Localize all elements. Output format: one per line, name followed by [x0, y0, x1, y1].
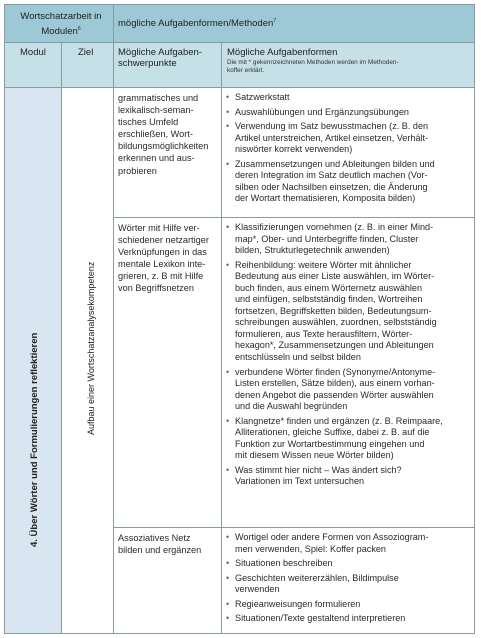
- bullet-icon: •: [226, 415, 230, 426]
- bullet-icon: •: [226, 158, 230, 169]
- item-line: fortsetzen, Begriffsketten bilden, Bedeutungsum-: [235, 305, 432, 316]
- subheader-modul: Modul: [20, 47, 46, 58]
- methods-table: [4, 4, 475, 634]
- list-item: [226, 558, 470, 570]
- bullet-icon: •: [226, 121, 230, 132]
- item-line: Alliterationen, gleiche Suffixe, dabei z. B. auf die: [235, 427, 430, 438]
- list-item: [226, 222, 470, 257]
- subheader-ziel: Ziel: [78, 47, 94, 58]
- item-line: der Wortart thematisieren, Komposita bilden): [235, 193, 416, 204]
- method-list: [226, 532, 470, 625]
- item-line: niswörter korrekt verwenden): [235, 144, 353, 155]
- item-line: schreibungen auswählen, zuordnen, selbstständig: [235, 317, 437, 328]
- header-col2-text: mögliche Aufgabenformen/Methoden: [118, 18, 274, 30]
- focus-line: grammatisches und: [118, 93, 199, 103]
- ziel-label: Aufbau einer Wortschatzanalysekompetenz: [86, 261, 96, 435]
- header-wortschatzarbeit: [13, 11, 109, 38]
- subheader-schwerpunkte: [118, 47, 202, 69]
- item-line: Funktion zur Wortartbestimmung eingehen und: [235, 438, 425, 449]
- methods-cell-3: [226, 532, 470, 628]
- list-item: [226, 159, 470, 205]
- item-line: verwenden: [235, 584, 280, 595]
- item-line: Satzwerkstatt: [235, 92, 290, 102]
- subheader-note-line2: koffer erklärt.: [227, 67, 265, 74]
- item-line: silben oder Nachsilben einsetzen, die Änderung: [235, 181, 428, 192]
- item-line: mit diesem Wissen neue Wörter bilden): [235, 450, 394, 461]
- focus-cell-1: [118, 92, 218, 177]
- bullet-icon: •: [226, 259, 230, 270]
- bullet-icon: •: [226, 92, 230, 102]
- list-item: [226, 107, 470, 119]
- focus-line: bilden und ergänzen: [118, 545, 202, 556]
- list-item: [226, 416, 470, 462]
- list-item: [226, 121, 470, 156]
- list-item: [226, 260, 470, 364]
- subheader-aufgabenformen-title: Mögliche Aufgabenformen: [227, 47, 338, 58]
- subheader-schwerpunkte-line1: Mögliche Aufgaben-: [118, 47, 202, 58]
- divider: [113, 217, 474, 218]
- list-item: [226, 613, 470, 625]
- focus-line: schiedener netzartiger: [118, 235, 209, 246]
- divider: [5, 42, 474, 43]
- list-item: [226, 367, 470, 413]
- focus-line: lexikalisch-seman-: [118, 105, 194, 116]
- subheader-aufgabenformen: [227, 47, 399, 75]
- divider: [221, 43, 222, 633]
- list-item: [226, 92, 470, 104]
- focus-cell-3: [118, 532, 218, 556]
- item-line: Situationen beschreiben: [235, 558, 333, 569]
- list-item: [226, 532, 470, 555]
- item-line: men verwenden, Spiel: Koffer packen: [235, 543, 386, 554]
- list-item: [226, 599, 470, 611]
- item-line: map*, Ober- und Unterbegriffe finden, Cluster: [235, 233, 419, 244]
- bullet-icon: •: [226, 613, 230, 624]
- item-line: buch finden, aus einem Wörternetz auswählen: [235, 282, 423, 293]
- item-line: Geschichten weitererzählen, Bildimpulse: [235, 572, 399, 583]
- item-line: Reihenbildung: weitere Wörter mit ähnlicher: [235, 259, 412, 270]
- item-line: und die Auswahl begründen: [235, 401, 348, 412]
- item-line: Zusammensetzungen und Ableitungen bilden und: [235, 158, 435, 169]
- bullet-icon: •: [226, 106, 230, 117]
- item-line: Wortigel oder andere Formen von Assoziogram-: [235, 532, 429, 542]
- focus-line: probieren: [118, 165, 157, 176]
- focus-line: Verknüpfungen in das: [118, 247, 207, 258]
- item-line: Regieanweisungen formulieren: [235, 598, 361, 609]
- focus-line: grieren, z. B mit Hilfe: [118, 271, 204, 282]
- list-item: [226, 573, 470, 596]
- focus-line: bildungsmöglichkeiten: [118, 141, 209, 152]
- item-line: bilden, Strukturlegetechnik anwenden): [235, 245, 390, 256]
- item-line: Klangnetze* finden und ergänzen (z. B. Reimpaare,: [235, 415, 443, 426]
- focus-line: erkennen und aus-: [118, 153, 195, 164]
- item-line: deren Integration im Satz deutlich machen (Vor-: [235, 170, 428, 181]
- divider: [61, 43, 62, 633]
- method-list: [226, 92, 470, 205]
- item-line: Bedeutung aus einer Liste auswählen, im Wörter-: [235, 271, 435, 282]
- item-line: Was stimmt hier nicht – Was ändert sich?: [235, 464, 402, 475]
- item-line: Situationen/Texte gestaltend interpretieren: [235, 613, 406, 624]
- item-line: Auswahlübungen und Ergänzungsübungen: [235, 106, 409, 117]
- item-line: hexagon*, Zusammensetzungen und Ableitungen: [235, 340, 434, 351]
- bullet-icon: •: [226, 222, 230, 232]
- divider: [113, 5, 114, 633]
- bullet-icon: •: [226, 558, 230, 569]
- divider: [5, 87, 474, 88]
- item-line: und einfügen, selbstständig finden, Wortreihen: [235, 294, 423, 305]
- focus-line: tisches Umfeld: [118, 117, 179, 128]
- item-line: entschlüsseln und selbst bilden: [235, 352, 361, 363]
- list-item: [226, 465, 470, 488]
- bullet-icon: •: [226, 532, 230, 542]
- item-line: denen Angebot die passenden Wörter auswählen: [235, 389, 434, 400]
- divider: [113, 527, 474, 528]
- focus-line: erschließen, Wort-: [118, 129, 193, 140]
- subheader-note-line1: Die mit * gekennzeichneten Methoden werden im Methoden-: [227, 59, 399, 66]
- bullet-icon: •: [226, 366, 230, 377]
- focus-cell-2: [118, 222, 218, 295]
- bullet-icon: •: [226, 572, 230, 583]
- subheader-schwerpunkte-line2: schwerpunkte: [118, 58, 177, 69]
- item-line: Variationen im Text untersuchen: [235, 476, 365, 487]
- method-list: [226, 222, 470, 488]
- item-line: Listen erstellen, Sätze bilden), aus einem vorhan-: [235, 378, 435, 389]
- item-line: Verwendung im Satz bewusstmachen (z. B. den: [235, 121, 429, 132]
- header-col1-text: Wortschatzarbeit in Modulen: [20, 11, 102, 38]
- focus-line: Assoziatives Netz: [118, 533, 191, 543]
- item-line: verbundene Wörter finden (Synonyme/Antonyme-: [235, 366, 436, 377]
- modul-label: 4. Über Wörter und Formulierungen reflektieren: [29, 332, 40, 547]
- bullet-icon: •: [226, 464, 230, 475]
- bullet-icon: •: [226, 598, 230, 609]
- item-line: formulieren, aus Texte herausfiltern, Wörter-: [235, 328, 413, 339]
- methods-cell-2: [226, 222, 470, 491]
- item-line: Artikel unterstreichen, Artikel einsetzen, Verhält-: [235, 132, 429, 143]
- focus-line: Wörter mit Hilfe ver-: [118, 223, 200, 233]
- focus-line: mentale Lexikon inte-: [118, 259, 206, 270]
- header-aufgabenformen: [118, 15, 276, 30]
- header-col2-footnote: 7: [273, 18, 277, 24]
- focus-line: von Begriffsnetzen: [118, 283, 194, 294]
- methods-cell-1: [226, 92, 470, 208]
- item-line: Klassifizierungen vornehmen (z. B. in einer Mind-: [235, 222, 434, 232]
- header-col1-footnote: 6: [77, 26, 81, 32]
